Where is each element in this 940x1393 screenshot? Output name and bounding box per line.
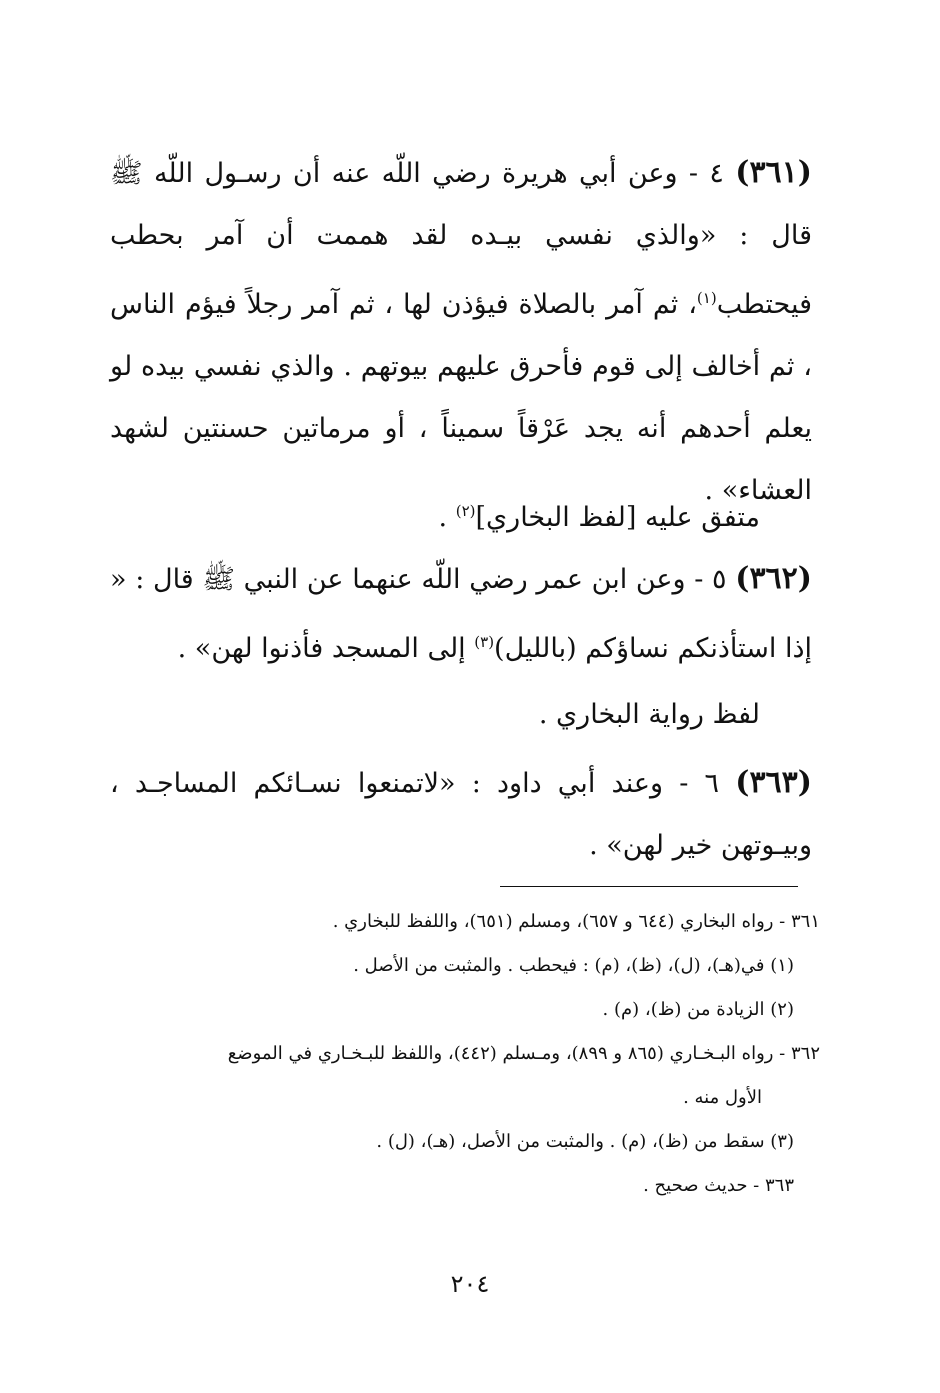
footnote-362: ٣٦٢ - رواه البـخـاري (٨٦٥ و ٨٩٩)، ومـسلم (٤٤٢)، واللفظ للبـخـاري في الموضع [227,1043,820,1064]
page-number: ٢٠٤ [450,1270,490,1298]
hadith-number: (٣٦٣) [735,765,812,800]
footnote-divider [500,886,798,887]
hadith-text-continued: إلى المسجد فأذنوا لهن» . [177,633,475,664]
hadith-text: ٦ - وعند أبي داود : «لاتمنعوا نسـائكم المساجـد ، وبيـوتهن خير لهن» . [110,768,812,861]
hadith-number: (٣٦١) [735,155,812,190]
footnote-marker[interactable]: (٢) [455,502,476,520]
hadith-text: ٥ - وعن ابن عمر رضي اللّه عنهما عن النبي ﷺ قال : « إذا استأذنكم نساؤكم (بالليل) [110,564,812,664]
reference-text: متفق عليه [لفظ البخاري] [475,502,760,533]
hadith-362 [110,548,812,680]
footnote-marker[interactable]: (١) [696,289,717,307]
footnote-2: (٢) الزيادة من (ظ)، (م) . [602,999,794,1020]
hadith-number: (٣٦٢) [735,561,812,596]
footnote-marker[interactable]: (٣) [474,633,495,651]
reference-text: لفظ رواية البخاري . [538,699,760,730]
hadith-361 [110,142,812,522]
footnote-3: (٣) سقط من (ظ)، (م) . والمثبت من الأصل، (هـ)، (ل) . [376,1131,794,1152]
hadith-text-continued: ، ثم آمر بالصلاة فيؤذن لها ، ثم آمر رجلاً فيؤم الناس ، ثم أخالف إلى قوم فأحرق عليهم بيوتهم . والذي نفسي بيده لو يعلم أحدهم أنه يجد عَرْقاً سميناً ، أو مرماتين حسنتين لشهد العشاء» . [110,289,812,506]
hadith-363 [110,752,812,877]
hadith-361-reference [110,480,760,549]
reference-end: . [438,502,456,533]
footnote-1: (١) في(هـ)، (ل)، (ظ)، (م) : فيحطب . والمثبت من الأصل . [353,955,794,976]
footnote-361: ٣٦١ - رواه البخاري (٦٤٤ و ٦٥٧)، ومسلم (٦٥١)، واللفظ للبخاري . [332,911,820,932]
footnote-362-continued: الأول منه . [683,1087,762,1108]
footnotes [110,900,820,1208]
hadith-text: ٤ - وعن أبي هريرة رضي اللّه عنه أن رسـول اللّه ﷺ قال : «والذي نفسي بيـده لقد هممت أن آمر بحطب فيحتطب [110,158,812,320]
footnote-363: ٣٦٣ - حديث صحيح . [643,1175,794,1196]
hadith-362-reference [110,684,760,746]
